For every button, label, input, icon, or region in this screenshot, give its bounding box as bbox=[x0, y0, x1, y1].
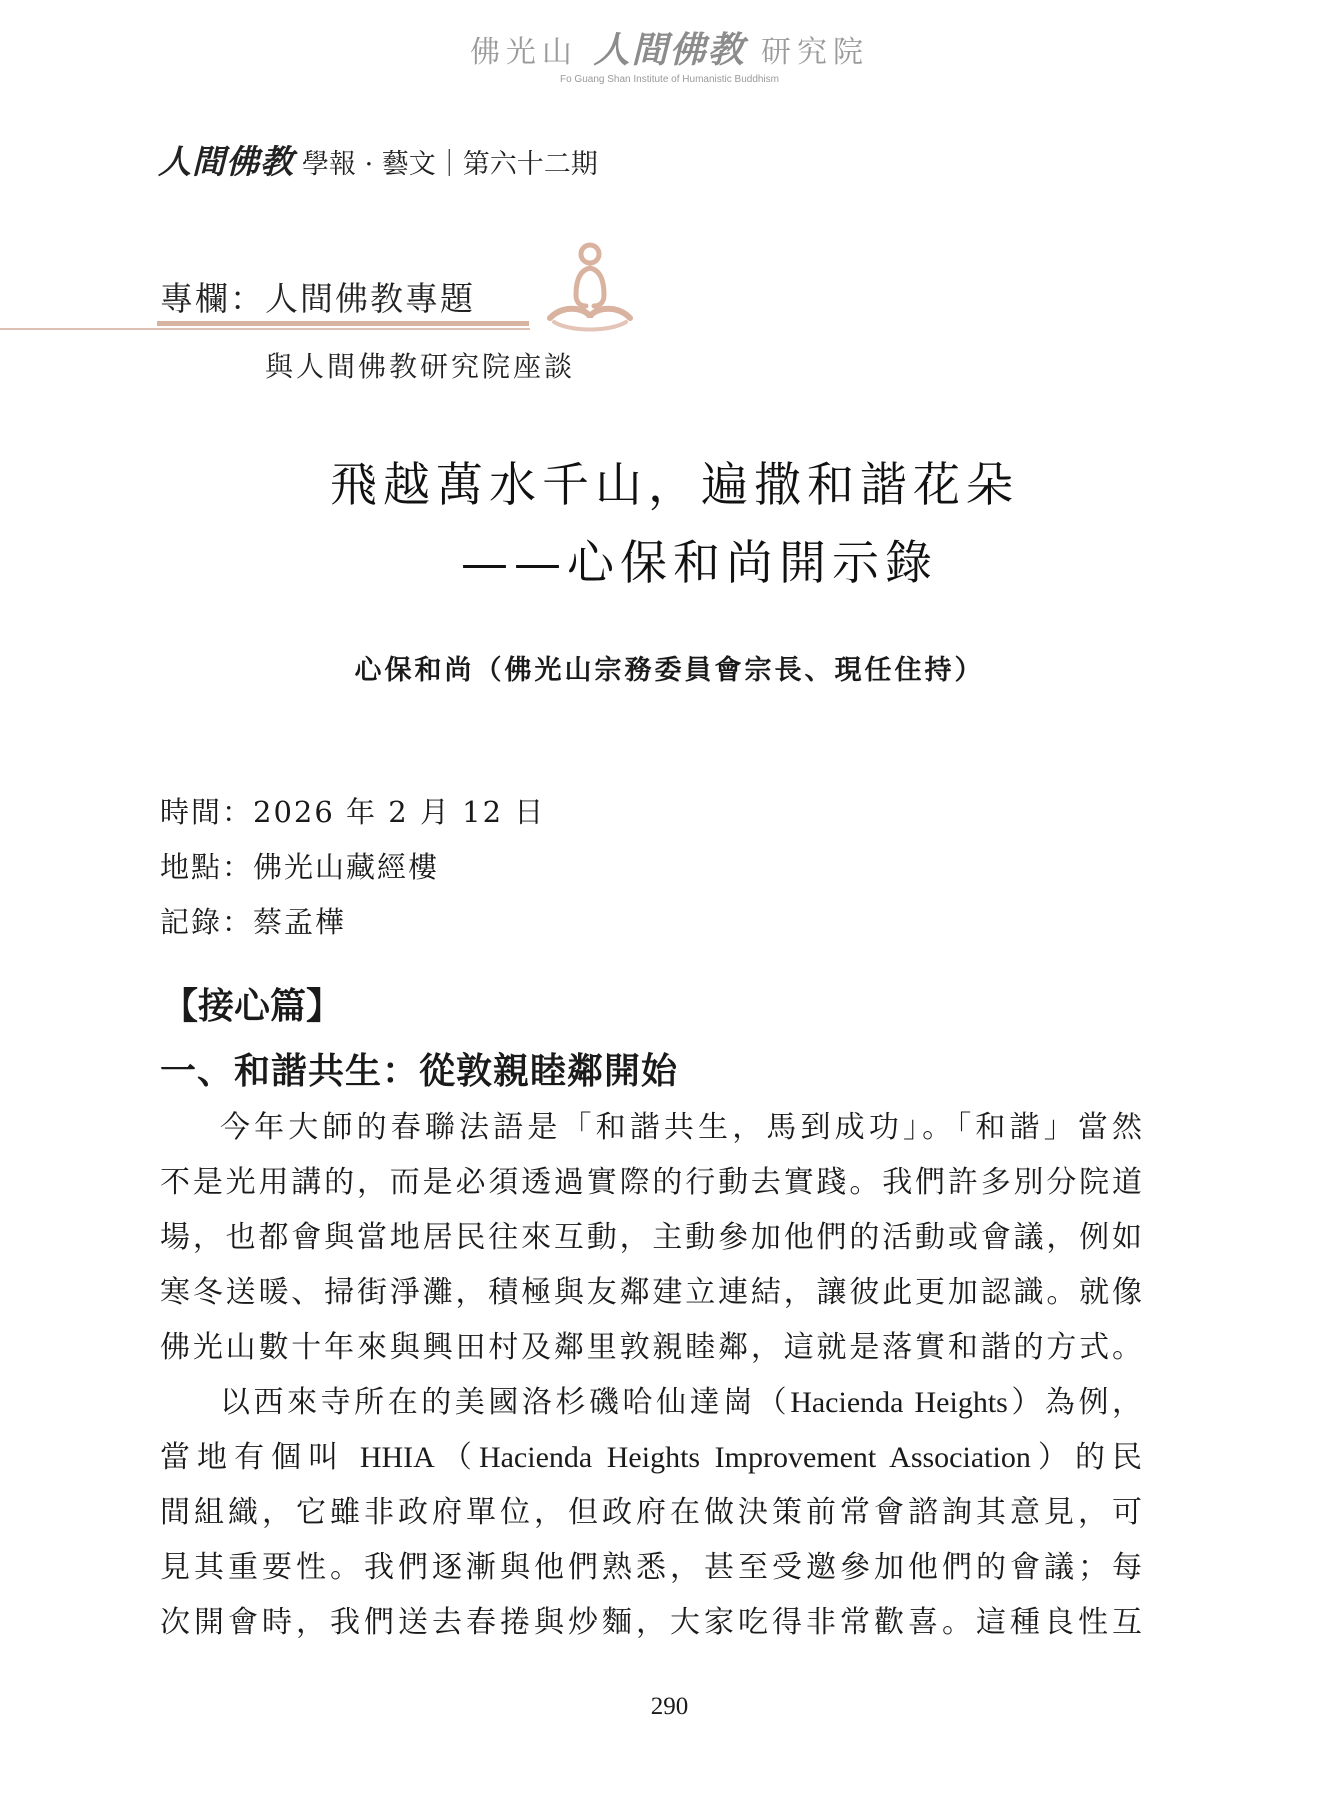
journal-logo: 人間佛教 bbox=[158, 142, 294, 181]
meta-time: 時間：2026 年 2 月 12 日 bbox=[160, 795, 546, 829]
column-divider-thin bbox=[0, 328, 530, 330]
body-line: 今年大師的春聯法語是「和諧共生，馬到成功」。「和諧」當然 bbox=[220, 1110, 1142, 1145]
column-divider-thick bbox=[157, 321, 529, 326]
body-line: 間組織，它雖非政府單位，但政府在做決策前常會諮詢其意見，可 bbox=[160, 1495, 1142, 1530]
body-line: 佛光山數十年來與興田村及鄰里敦親睦鄰，這就是落實和諧的方式。 bbox=[160, 1330, 1142, 1365]
institute-calligraphy-logo: 人間佛教 bbox=[593, 30, 746, 71]
sub-heading: 一、和諧共生：從敦親睦鄰開始 bbox=[160, 1050, 679, 1092]
body-line: 寒冬送暖、掃街淨灘，積極與友鄰建立連結，讓彼此更加認識。就像 bbox=[160, 1275, 1142, 1310]
institute-name-right: 研究院 bbox=[761, 35, 870, 70]
article-subtitle: ——心保和尚開示錄 bbox=[461, 536, 938, 591]
meta-record: 記錄：蔡孟樺 bbox=[160, 905, 347, 939]
body-line: 見其重要性。我們逐漸與他們熟悉，甚至受邀參加他們的會議；每 bbox=[160, 1550, 1142, 1585]
article-title: 飛越萬水千山，遍撒和諧花朵 bbox=[330, 458, 1019, 513]
section-heading: 【接心篇】 bbox=[162, 985, 343, 1027]
article-author: 心保和尚（佛光山宗務委員會宗長、現任住持） bbox=[354, 655, 985, 686]
meta-place: 地點：佛光山藏經樓 bbox=[160, 850, 440, 884]
journal-header bbox=[158, 136, 598, 183]
page-number: 290 bbox=[650, 1693, 689, 1720]
body-line: 以西來寺所在的美國洛杉磯哈仙達崗（Hacienda Heights）為例， bbox=[220, 1386, 1142, 1419]
journal-issue: 學報 · 藝文｜第六十二期 bbox=[302, 149, 598, 180]
body-line: 不是光用講的，而是必須透過實際的行動去實踐。我們許多別分院道 bbox=[160, 1165, 1142, 1200]
body-line: 場，也都會與當地居民往來互動，主動參加他們的活動或會議，例如 bbox=[160, 1220, 1142, 1255]
column-subtitle: 與人間佛教研究院座談 bbox=[265, 350, 576, 383]
column-label: 專欄：人間佛教專題 bbox=[160, 279, 475, 318]
body-line: 次開會時，我們送去春捲與炒麵，大家吃得非常歡喜。這種良性互 bbox=[160, 1605, 1142, 1640]
institute-header bbox=[0, 22, 1339, 73]
institute-english-name: Fo Guang Shan Institute of Humanistic Buddhism bbox=[559, 74, 779, 85]
meditating-figure-icon bbox=[540, 240, 640, 340]
institute-name-left: 佛光山 bbox=[469, 35, 578, 70]
body-line: 當地有個叫 HHIA（Hacienda Heights Improvement Association）的民 bbox=[160, 1441, 1142, 1474]
